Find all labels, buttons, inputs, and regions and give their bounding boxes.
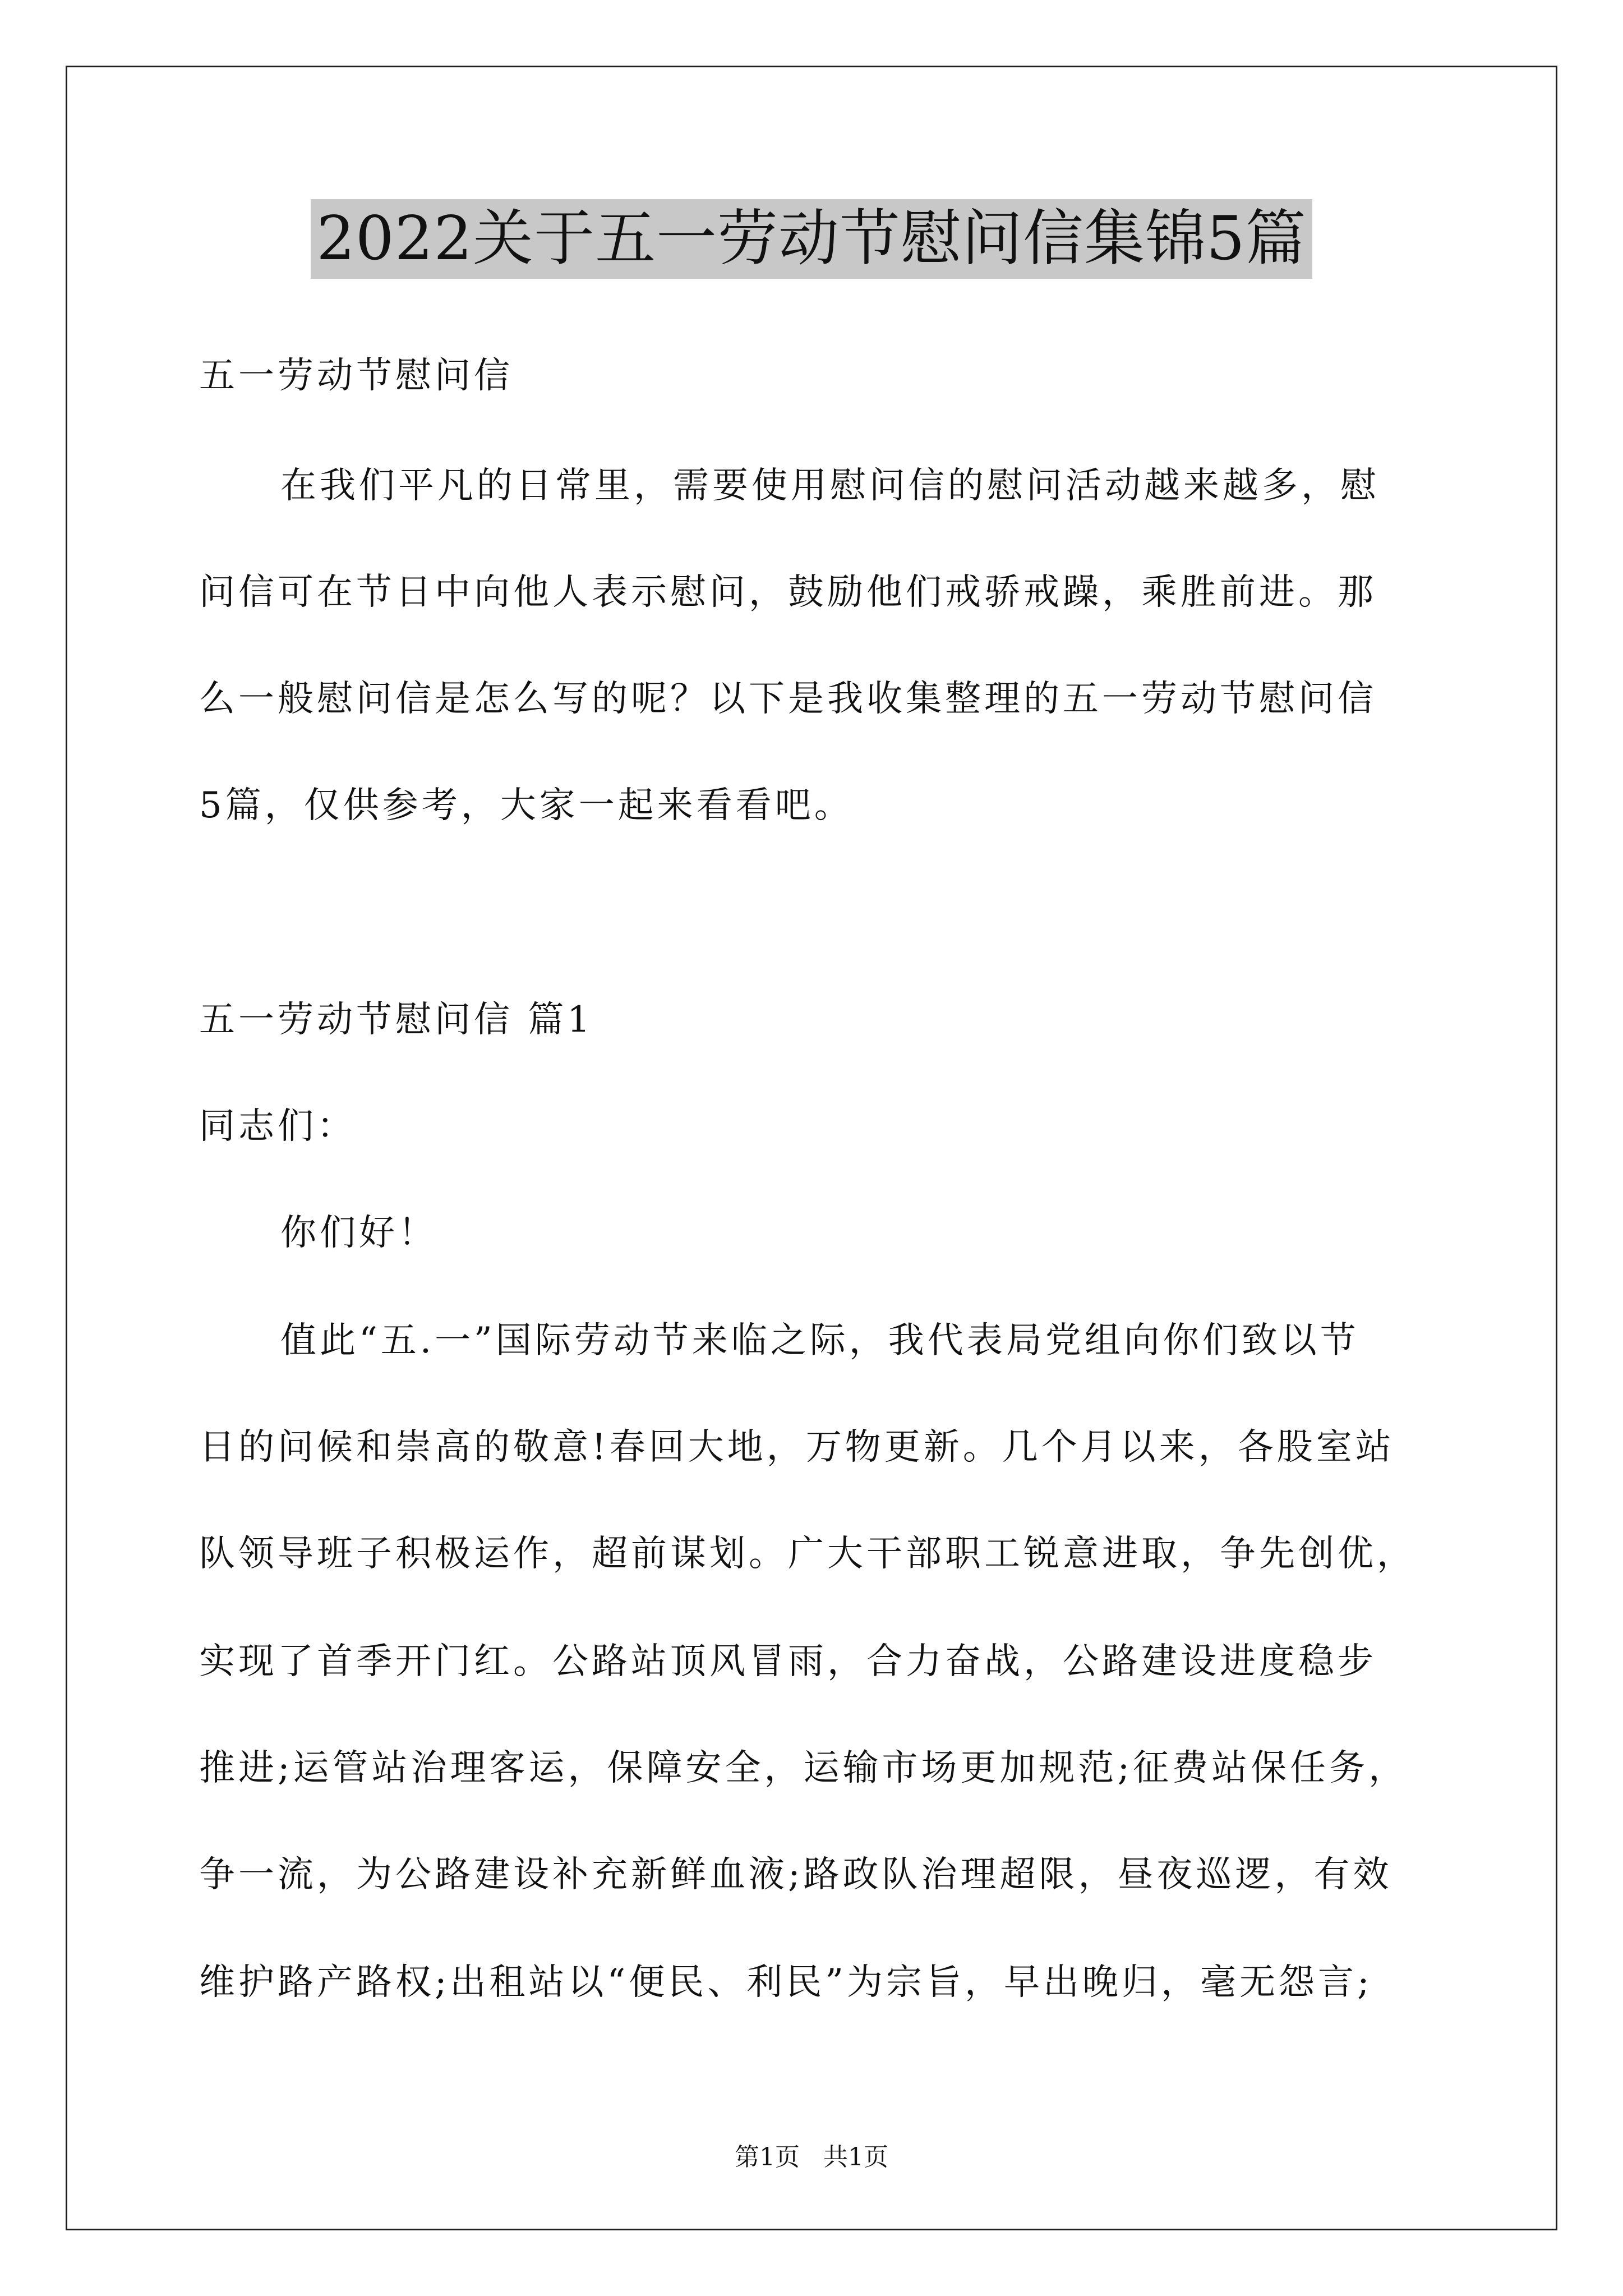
section-heading: 五一劳动节慰问信 — [199, 355, 513, 397]
title-container — [0, 199, 1623, 279]
paragraph-line: 维护路产路权;出租站以“便民、利民”为宗旨，早出晚归，毫无怨言; — [199, 1962, 1373, 2003]
paragraph-line: 么一般慰问信是怎么写的呢？以下是我收集整理的五一劳动节慰问信 — [199, 678, 1377, 720]
section-heading: 五一劳动节慰问信 篇1 — [199, 999, 594, 1041]
paragraph-line: 5篇，仅供参考，大家一起来看看吧。 — [199, 785, 854, 826]
salutation: 同志们： — [199, 1106, 356, 1147]
paragraph-line: 在我们平凡的日常里，需要使用慰问信的慰问活动越来越多，慰 — [280, 465, 1380, 507]
paragraph-line: 值此“五.一”国际劳动节来临之际，我代表局党组向你们致以节 — [280, 1320, 1359, 1361]
greeting: 你们好！ — [280, 1212, 437, 1254]
paragraph-line: 问信可在节日中向他人表示慰问，鼓励他们戒骄戒躁，乘胜前进。那 — [199, 572, 1377, 613]
page-footer: 第1页 共1页 — [735, 2143, 888, 2171]
paragraph-line: 实现了首季开门红。公路站顶风冒雨，合力奋战，公路建设进度稳步 — [199, 1641, 1377, 1682]
paragraph-line: 队领导班子积极运作，超前谋划。广大干部职工锐意进取，争先创优， — [199, 1533, 1416, 1575]
paragraph-line: 日的问候和崇高的敬意!春回大地，万物更新。几个月以来，各股室站 — [199, 1427, 1395, 1468]
paragraph-line: 争一流，为公路建设补充新鲜血液;路政队治理超限，昼夜巡逻，有效 — [199, 1854, 1393, 1895]
document-title: 2022关于五一劳动节慰问信集锦5篇 — [311, 199, 1312, 279]
paragraph-line: 推进;运管站治理客运，保障安全，运输市场更加规范;征费站保任务， — [199, 1747, 1408, 1789]
